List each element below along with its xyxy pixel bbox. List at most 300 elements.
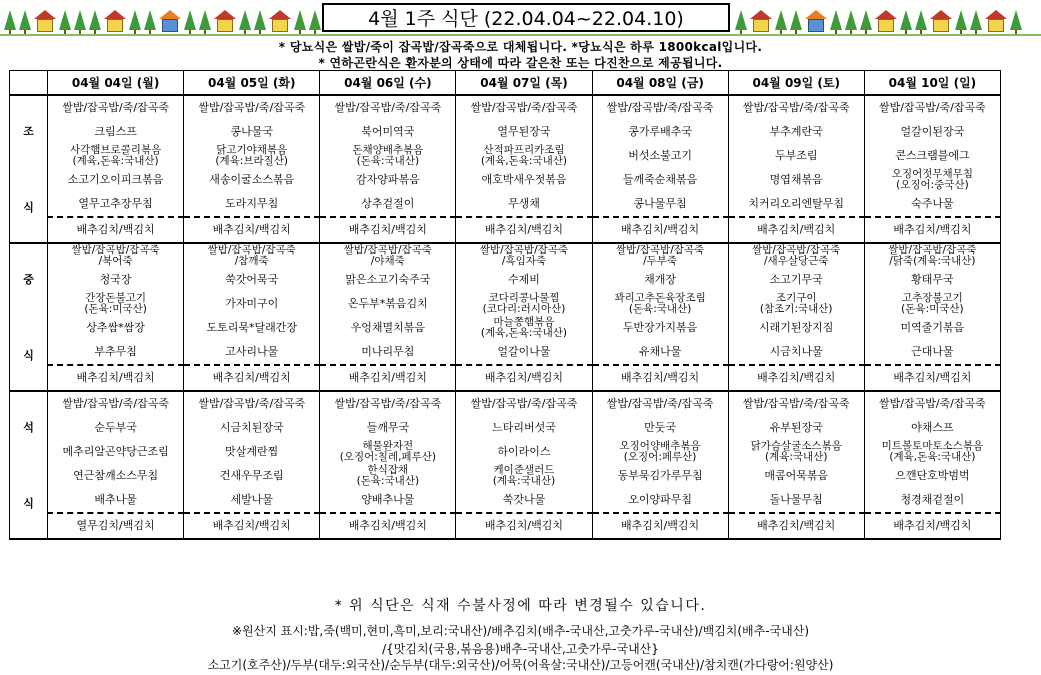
menu-item-line: 쌀밥/잡곡밥/잡곡죽 [71,244,160,256]
menu-item-line: 배추김치/백김치 [484,371,564,384]
menu-item-line: 숙주나물 [911,197,954,210]
menu-item-line: 세발나물 [230,493,273,506]
menu-item-line: 조기구이 [775,292,817,304]
day-header: 04월 04일 (월) [48,71,184,96]
menu-item [48,416,184,440]
menu-item-line: 배추김치/백김치 [621,519,700,532]
meal-label-bottom: 식 [23,201,34,214]
menu-item-line: 배추김치/백김치 [893,371,972,384]
menu-item [864,488,1000,513]
menu-item [864,440,1000,464]
menu-item [320,488,456,513]
house-icon [750,10,772,34]
menu-item-line: /새우살당근죽 [764,255,829,267]
tree-icon [199,10,211,30]
menu-item-line: 근대나물 [911,345,954,358]
menu-item [320,243,456,268]
house-icon [930,10,952,34]
menu-item-line: 쌀밥/잡곡밥/죽/잡곡죽 [879,397,986,410]
table-row [10,168,1001,192]
house-icon [159,10,181,34]
menu-item-line: 꽈리고추돈육장조림 [614,292,706,304]
menu-item-line: 쌀밥/잡곡밥/죽/잡곡죽 [606,101,714,114]
menu-item-line: 소고기오이피크볶음 [67,173,164,186]
tree-icon [790,10,802,30]
notice-dysphagia: * 연하곤란식은 환자분의 상태에 따라 갈은찬 또는 다진찬으로 제공됩니다. [318,56,723,70]
menu-item [728,95,864,120]
menu-item-line: 배추김치/백김치 [212,519,291,532]
menu-item [48,464,184,488]
menu-item [728,391,864,416]
menu-item-line: (계육:국내산) [764,451,828,463]
menu-item-line: 케이준샐러드 [493,464,555,476]
menu-item-line: (돈육:국내산) [356,475,420,487]
menu-item [320,316,456,340]
menu-item-line: 콩나물무침 [633,197,687,210]
menu-item-line: 가자미구이 [225,297,279,310]
menu-item-line: 해물완자전 [362,440,414,452]
menu-item [456,464,592,488]
menu-item [728,243,864,268]
menu-item-line: 얼갈이나물 [497,345,551,358]
menu-item-line: 쑥갓어묵국 [225,273,279,286]
menu-item-line: 배추김치/백김치 [757,223,836,236]
menu-item [48,95,184,120]
menu-item-line: 쌀밥/잡곡밥/잡곡죽 [343,244,432,256]
menu-item-line: /닭죽(계육:국내산) [889,255,976,267]
menu-item [864,316,1000,340]
menu-item-line: 마늘쫑햄볶음 [493,316,555,328]
menu-item [592,144,728,168]
tree-icon [19,10,31,30]
menu-item [728,316,864,340]
menu-item-line: 배추김치/백김치 [212,371,291,384]
menu-item-line: 쌀밥/잡곡밥/죽/잡곡죽 [606,397,714,410]
menu-item [48,120,184,144]
menu-item-line: 소고기무국 [769,273,823,286]
menu-item [456,292,592,316]
menu-item-line: 열무고추장무침 [78,197,153,210]
tree-icon [900,10,912,30]
menu-item-line: 배추김치/백김치 [76,223,155,236]
menu-item-line: 배추김치/백김치 [757,519,836,532]
menu-item-line: 고사리나물 [225,345,279,358]
menu-item-line: 온두부*볶음김치 [347,297,428,310]
menu-item [184,365,320,391]
header-banner [0,0,1041,36]
menu-item-line: 오이양파무침 [628,493,692,506]
tree-icon [735,10,747,30]
menu-item-line: 미트볼토마토소스볶음 [881,440,984,452]
menu-item [48,144,184,168]
menu-item-line: 상추쌈*쌈장 [86,321,145,334]
menu-item [320,464,456,488]
menu-item-line: 쌀밥/잡곡밥/죽/잡곡죽 [198,101,306,114]
tree-icon [955,10,967,30]
menu-item [456,416,592,440]
menu-item-line: 두부조림 [774,149,818,162]
menu-item-line: 배추김치/백김치 [621,223,700,236]
menu-item-line: 코다리콩나물찜 [488,292,560,304]
menu-item [592,217,728,243]
meal-label-bottom: 식 [23,497,34,510]
menu-item-line: 양배추나물 [361,493,415,506]
menu-item [320,440,456,464]
menu-item-line: 열무김치/백김치 [76,519,155,532]
menu-item-line: 쌀밥/잡곡밥/죽/잡곡죽 [334,397,442,410]
menu-item [728,513,864,539]
menu-item [320,292,456,316]
menu-item-line: 우엉채멸치볶음 [350,321,426,334]
menu-item [864,464,1000,488]
menu-item [728,292,864,316]
menu-item [456,95,592,120]
menu-item-line: 크림스프 [94,125,137,138]
menu-item-line: 무생채 [508,197,540,210]
menu-item [48,513,184,539]
menu-item-line: 황태무국 [911,273,954,286]
tree-icon [1010,10,1022,30]
menu-item-line: (계육,돈육:국내산) [480,155,567,167]
menu-item-line: 청국장 [99,273,132,286]
menu-item-line: 배추김치/백김치 [348,223,427,236]
menu-item [864,243,1000,268]
menu-item-line: (돈육:국내산) [628,303,692,315]
menu-item-line: (계육,돈육:국내산) [72,155,159,167]
meal-label-top: 중 [23,273,34,286]
origin-line-1: ※원산지 표시:밥,죽(백미,현미,흑미,보리:국내산)/배추김치(배추-국내산,고춧가루-국내산)/백김치(배추-국내산) [231,624,810,638]
menu-item-line: 쌀밥/잡곡밥/죽/잡곡죽 [198,397,306,410]
menu-item-line: 쌀밥/잡곡밥/잡곡죽 [479,244,569,256]
day-header: 04월 08일 (금) [592,71,728,96]
menu-item-line: 명엽채볶음 [769,173,823,186]
menu-item [456,365,592,391]
menu-item-line: 만둣국 [644,421,677,434]
menu-item-line: 미나리무침 [361,345,415,358]
menu-item [320,340,456,365]
menu-item [456,391,592,416]
menu-item [320,144,456,168]
day-header: 04월 10일 (일) [864,71,1000,96]
menu-item-line: 연근참깨소스무침 [73,469,159,482]
meal-label-bottom: 식 [23,349,34,362]
menu-item [592,192,728,217]
decoration-left [4,2,321,34]
meal-label-top: 석 [23,421,34,434]
menu-item [184,391,320,416]
menu-item [592,391,728,416]
menu-item-line: (계육,돈육:국내산) [889,451,976,463]
menu-item-line: 오징어양배추볶음 [619,440,701,452]
menu-item [320,391,456,416]
menu-item-line: 쑥갓나물 [502,493,546,506]
menu-item [184,292,320,316]
menu-item [592,464,728,488]
menu-item-line: 쌀밥/잡곡밥/죽/잡곡죽 [470,397,578,410]
menu-item-line: 배추김치/백김치 [76,371,155,384]
menu-item-line: 상추겉절이 [361,197,415,210]
menu-item [320,168,456,192]
menu-item-line: 으깬단호박범벅 [895,469,970,482]
menu-item-line: 닭가슴살굴소스볶음 [750,440,842,452]
menu-item-line: 쌀밥/잡곡밥/잡곡죽 [752,244,841,256]
table-row [10,464,1001,488]
menu-item-line: 건새우무조림 [219,469,284,482]
menu-item [864,416,1000,440]
menu-item-line: 부추무침 [94,345,137,358]
menu-item-line: (오징어:중국산) [896,179,969,191]
tree-icon [294,10,306,30]
menu-item [48,440,184,464]
menu-item [728,488,864,513]
menu-item [320,365,456,391]
menu-item [184,440,320,464]
tree-icon [239,10,251,30]
corner-cell [10,71,48,96]
menu-item-line: 메추리알곤약당근조림 [62,445,169,458]
tree-icon [59,10,71,30]
menu-item [592,440,728,464]
menu-item [864,95,1000,120]
meal-label [10,95,48,243]
house-icon [985,10,1007,34]
tree-icon [830,10,842,30]
menu-item [184,268,320,292]
origin-line-3: 소고기(호주산)/두부(대두:외국산)/순두부(대두:외국산)/어묵(어육살:국내산)/고등어캔(국내산)/참치캔(가다랑어:원양산) [207,658,834,672]
table-row [10,95,1001,120]
menu-item [184,316,320,340]
menu-item-line: (돈육:국내산) [356,155,420,167]
menu-item-line: 채개장 [644,273,677,286]
menu-item [728,340,864,365]
menu-item-line: 간장돈불고기 [85,292,147,304]
menu-item-line: 느타리버섯국 [492,421,556,434]
menu-item [184,192,320,217]
menu-item-line: 열무된장국 [497,125,551,138]
menu-item [592,316,728,340]
menu-item [592,513,728,539]
table-row [10,243,1001,268]
house-icon [269,10,291,34]
change-notice: * 위 식단은 식재 수불사정에 따라 변경될수 있습니다. [334,598,707,614]
tree-icon [970,10,982,30]
menu-item [48,316,184,340]
menu-item-line: 감자양파볶음 [355,173,420,186]
house-icon [875,10,897,34]
menu-item-line: 얼갈이된장국 [900,125,965,138]
menu-item-line: 쌀밥/잡곡밥/죽/잡곡죽 [879,101,986,114]
menu-item [864,268,1000,292]
menu-item [184,488,320,513]
menu-item [48,243,184,268]
menu-item-line: 버섯소불고기 [628,149,692,162]
menu-item [864,192,1000,217]
menu-item [48,340,184,365]
tree-icon [309,10,321,30]
menu-item-line: (돈육:미국산) [84,303,147,315]
table-row [10,292,1001,316]
menu-item [592,365,728,391]
menu-item-line: 동부묵김가루무침 [617,469,703,482]
menu-item-line: 고추장불고기 [901,292,963,304]
decoration-right [735,2,1022,34]
table-row [10,268,1001,292]
menu-item-line: 도토리묵*달래간장 [206,321,297,334]
house-icon [104,10,126,34]
menu-item-line: 유부된장국 [769,421,823,434]
menu-item-line: 사각햄브로콜리볶음 [69,144,162,156]
menu-item-line: 치커리오리엔탈무침 [748,197,845,210]
menu-item-line: 산적파프리카조림 [483,144,565,156]
menu-item-line: 야채스프 [911,421,954,434]
tree-icon [775,10,787,30]
menu-item [320,95,456,120]
meal-table [9,70,1001,540]
menu-item [320,192,456,217]
menu-item-line: 매콤어묵볶음 [764,469,829,482]
menu-item-line: 맑은소고기숙주국 [345,273,431,286]
menu-item [592,168,728,192]
menu-item [456,340,592,365]
menu-item [864,168,1000,192]
menu-item-line: 배추김치/백김치 [757,371,836,384]
menu-item [320,268,456,292]
menu-item [864,365,1000,391]
menu-item [184,168,320,192]
menu-item [456,513,592,539]
day-header: 04월 05일 (화) [184,71,320,96]
menu-item-line: 한식잡채 [367,464,409,476]
menu-item-line: /두부죽 [643,255,678,267]
menu-item [592,120,728,144]
menu-item-line: 부추계란국 [769,125,823,138]
menu-item-line: 순두부국 [94,421,137,434]
table-row [10,365,1001,391]
menu-item [48,488,184,513]
page-title: 4월 1주 식단 (22.04.04~22.04.10) [322,3,730,32]
menu-item [728,192,864,217]
tree-icon [845,10,857,30]
menu-item-line: 쌀밥/잡곡밥/죽/잡곡죽 [62,397,169,410]
table-row [10,513,1001,539]
menu-item [456,268,592,292]
tree-icon [129,10,141,30]
menu-item [728,217,864,243]
menu-item-line: /참깨죽 [234,255,269,267]
menu-item [456,144,592,168]
menu-item-line: /흑임자죽 [501,255,547,267]
menu-item [592,292,728,316]
menu-item-line: 쌀밥/잡곡밥/죽/잡곡죽 [62,101,169,114]
tree-icon [4,10,16,30]
menu-item-line: 쌀밥/잡곡밥/죽/잡곡죽 [742,397,850,410]
menu-item [728,144,864,168]
tree-icon [860,10,872,30]
table-row [10,416,1001,440]
menu-item [592,340,728,365]
menu-item [184,144,320,168]
table-row [10,340,1001,365]
menu-item [456,192,592,217]
menu-item-line: 배추김치/백김치 [212,223,291,236]
menu-item-line: 미역줄기볶음 [900,321,965,334]
menu-item [48,168,184,192]
menu-item [320,120,456,144]
tree-icon [89,10,101,30]
menu-item-line: (계육:브라질산) [215,155,289,167]
menu-item-line: (계육,돈육:국내산) [480,327,567,339]
menu-item [48,391,184,416]
menu-item-line: 시금치나물 [769,345,823,358]
menu-item [592,488,728,513]
menu-item-line: 맛살계란찜 [225,445,279,458]
menu-item-line: 쌀밥/잡곡밥/죽/잡곡죽 [742,101,850,114]
menu-item [864,513,1000,539]
menu-item-line: (계육:국내산) [492,475,556,487]
meal-label-top: 조 [23,125,34,138]
menu-item-line: (오징어:페루산) [623,451,697,463]
menu-item [184,340,320,365]
menu-item-line: 청경채겉절이 [900,493,965,506]
menu-item [184,513,320,539]
house-icon [34,10,56,34]
menu-item [320,217,456,243]
menu-item [456,316,592,340]
menu-item [728,365,864,391]
notice-diabetic: * 당뇨식은 쌀밥/죽이 잡곡밥/잡곡죽으로 대체됩니다. *당뇨식은 하루 1800kcal입니다. [278,40,763,54]
menu-item [864,217,1000,243]
menu-item [864,144,1000,168]
menu-item-line: (오징어:칠레,페루산) [339,451,436,463]
menu-item [864,340,1000,365]
menu-item-line: 들깨죽순채볶음 [622,173,698,186]
meal-label [10,243,48,391]
house-icon [805,10,827,34]
day-header: 04월 09일 (토) [728,71,864,96]
menu-item-line: 콩나물국 [230,125,273,138]
menu-item [184,95,320,120]
menu-item-line: 콘스크램블에그 [895,149,970,162]
menu-item [48,268,184,292]
menu-item [728,168,864,192]
menu-item [456,488,592,513]
menu-item [48,217,184,243]
menu-item-line: 돌나물무침 [769,493,823,506]
menu-item [864,391,1000,416]
menu-item [456,440,592,464]
menu-item-line: (참조기:국내산) [759,303,833,315]
menu-item-line: 배추김치/백김치 [621,371,700,384]
origin-line-2: /{맛김치(국용,볶음용)배추-국내산,고춧가루-국내산} [382,642,659,656]
table-row [10,440,1001,464]
menu-item [184,464,320,488]
menu-item-line: 콩가루배추국 [628,125,692,138]
menu-item-line: /야채죽 [370,255,405,267]
tree-icon [254,10,266,30]
menu-item [48,292,184,316]
menu-item-line: 쌀밥/잡곡밥/잡곡죽 [207,244,296,256]
house-icon [214,10,236,34]
menu-item [48,192,184,217]
menu-item [864,120,1000,144]
menu-item-line: 시래기된장지짐 [759,321,834,334]
menu-item-line: (코다리:러시아산) [482,303,566,315]
day-header: 04월 06일 (수) [320,71,456,96]
menu-item [48,365,184,391]
table-row [10,488,1001,513]
menu-item-line: 돈채양배추볶음 [352,144,424,156]
menu-item [184,120,320,144]
